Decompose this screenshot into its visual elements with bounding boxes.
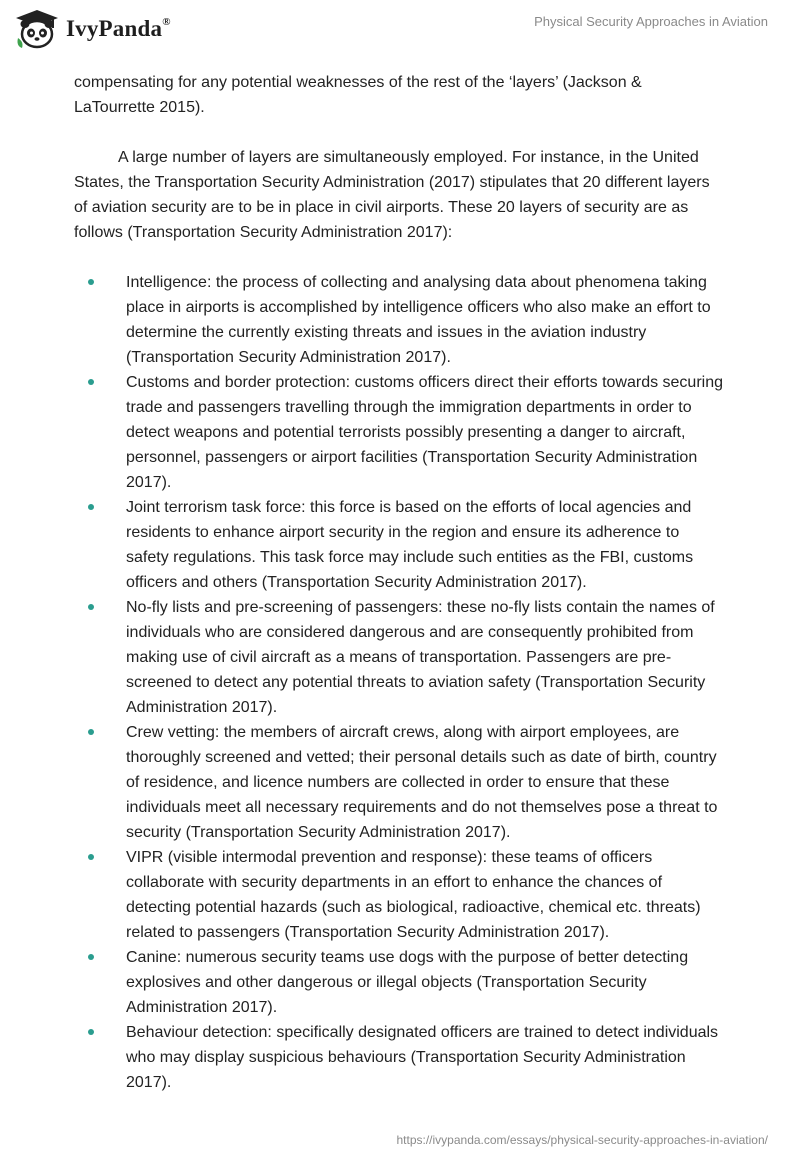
list-item bbox=[74, 945, 726, 1020]
list-item-text: Intelligence: the process of collecting and analysing data about phenomena taking place in airports is accomplished by intelligence officers who also make an effort to determine the currently existing threats and issues in the aviation industry (Transportation Security Administration 2017). bbox=[126, 274, 711, 366]
list-item bbox=[74, 1020, 726, 1095]
security-layers-list bbox=[74, 270, 726, 1095]
list-item bbox=[74, 370, 726, 495]
list-item bbox=[74, 270, 726, 370]
paragraph-continuation: compensating for any potential weaknesses of the rest of the ‘layers’ (Jackson & LaTourrette 2015). bbox=[74, 74, 642, 116]
bullet-icon bbox=[88, 279, 94, 285]
bullet-icon bbox=[88, 854, 94, 860]
list-item bbox=[74, 495, 726, 595]
list-item bbox=[74, 845, 726, 945]
list-item-text: Canine: numerous security teams use dogs with the purpose of better detecting explosives and other dangerous or illegal objects (Transportation Security Administration 2017). bbox=[126, 949, 689, 1016]
bullet-icon bbox=[88, 954, 94, 960]
paragraph-layers-intro: A large number of layers are simultaneously employed. For instance, in the United States, the Transportation Security Administration (2017) stipulates that 20 different layers of aviation security are to be in place in civil airports. These 20 layers of security are as follows (Transportation Security Administration 2017): bbox=[74, 149, 710, 241]
list-item-text: Customs and border protection: customs officers direct their efforts towards securing trade and passengers travelling through the immigration departments in order to detect weapons and potential terrorists possibly presenting a danger to aircraft, personnel, passengers or airport facilities (Transportation Security Administration 2017). bbox=[126, 374, 724, 491]
page-header bbox=[0, 0, 800, 60]
essay-body bbox=[74, 70, 726, 1095]
list-item bbox=[74, 595, 726, 720]
list-item-text: VIPR (visible intermodal prevention and response): these teams of officers collaborate with security departments in an effort to enhance the chances of detecting potential hazards (such as biological, radioactive, chemical etc. threats) related to passengers (Transportation Security Administration 2017). bbox=[126, 849, 701, 941]
list-item-text: Crew vetting: the members of aircraft crews, along with airport employees, are thoroughly screened and vetted; their personal details such as date of birth, country of residence, and licence numbers are collected in order to ensure that these individuals meet all necessary requirements and do not themselves pose a threat to security (Transportation Security Administration 2017). bbox=[126, 724, 718, 841]
bullet-icon bbox=[88, 729, 94, 735]
list-item-text: No-fly lists and pre-screening of passengers: these no-fly lists contain the names of individuals who are considered dangerous and are consequently prohibited from making use of civil aircraft as a means of transportation. Passengers are pre-screened to detect any potential threats to aviation safety (Transportation Security Administration 2017). bbox=[126, 599, 715, 716]
ivypanda-logo[interactable] bbox=[14, 8, 171, 50]
bullet-icon bbox=[88, 604, 94, 610]
panda-graduate-icon bbox=[14, 8, 60, 50]
bullet-icon bbox=[88, 1029, 94, 1035]
document-title: Physical Security Approaches in Aviation bbox=[534, 14, 768, 29]
list-item-text: Behaviour detection: specifically designated officers are trained to detect individuals who may display suspicious behaviours (Transportation Security Administration 2017). bbox=[126, 1024, 719, 1091]
list-item bbox=[74, 720, 726, 845]
bullet-icon bbox=[88, 504, 94, 510]
source-url-link[interactable]: https://ivypanda.com/essays/physical-security-approaches-in-aviation/ bbox=[396, 1133, 768, 1147]
logo-wordmark: IvyPanda® bbox=[66, 16, 171, 41]
bullet-icon bbox=[88, 379, 94, 385]
list-item-text: Joint terrorism task force: this force is based on the efforts of local agencies and residents to enhance airport security in the region and ensure its adherence to safety regulations. This task force may include such entities as the FBI, customs officers and others (Transportation Security Administration 2017). bbox=[126, 499, 694, 591]
